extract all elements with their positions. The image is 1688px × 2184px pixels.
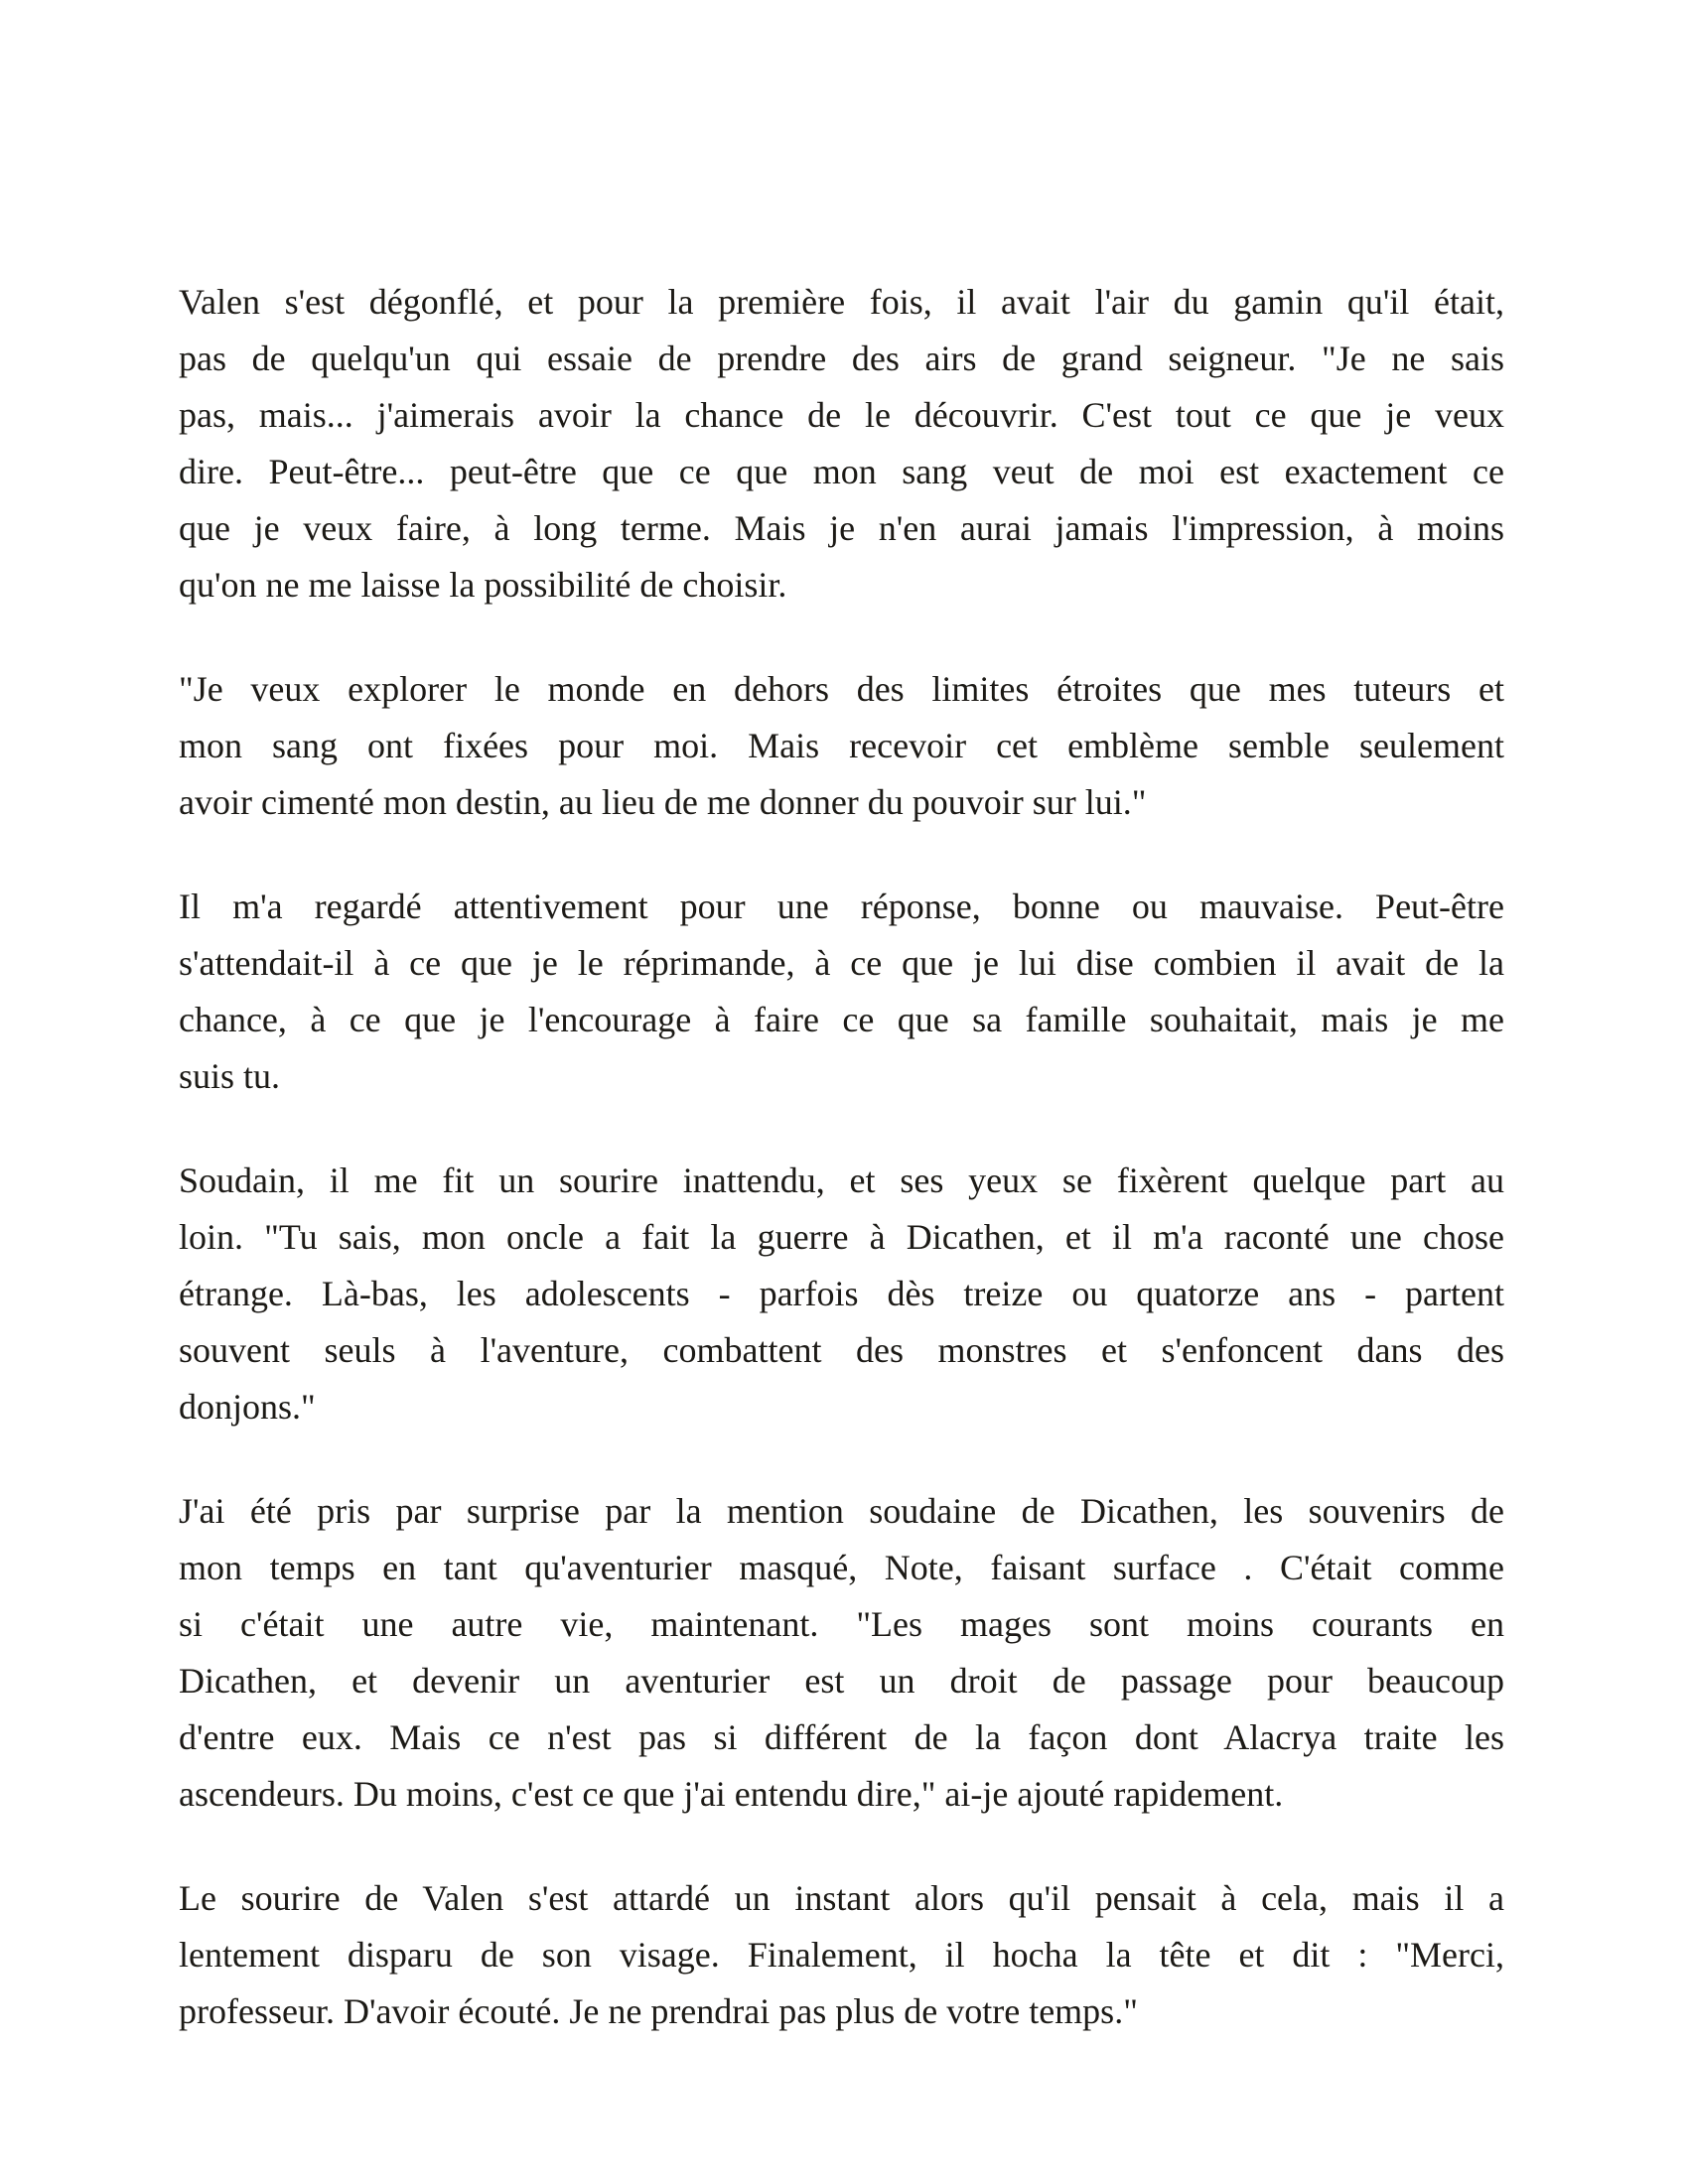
text-line: mon temps en tant qu'aventurier masqué, Note, faisant surface . C'était comme — [179, 1548, 1504, 1587]
text-line: suis tu. — [179, 1056, 281, 1096]
paragraph — [179, 661, 1504, 831]
text-line: donjons." — [179, 1387, 316, 1427]
text-line: lentement disparu de son visage. Finalement, il hocha la tête et dit : "Merci, — [179, 1935, 1504, 1975]
text-line: professeur. D'avoir écouté. Je ne prendrai pas plus de votre temps." — [179, 1991, 1138, 2031]
text-line: que je veux faire, à long terme. Mais je n'en aurai jamais l'impression, à moins — [179, 508, 1504, 548]
text-line: Soudain, il me fit un sourire inattendu, et ses yeux se fixèrent quelque part au — [179, 1160, 1504, 1200]
text-line: souvent seuls à l'aventure, combattent des monstres et s'enfoncent dans des — [179, 1330, 1504, 1370]
text-line: pas de quelqu'un qui essaie de prendre des airs de grand seigneur. "Je ne sais — [179, 339, 1504, 378]
text-line: d'entre eux. Mais ce n'est pas si différent de la façon dont Alacrya traite les — [179, 1717, 1504, 1757]
text-line: "Je veux explorer le monde en dehors des limites étroites que mes tuteurs et — [179, 669, 1504, 709]
paragraph — [179, 879, 1504, 1105]
text-line: Dicathen, et devenir un aventurier est un droit de passage pour beaucoup — [179, 1661, 1504, 1701]
text-line: chance, à ce que je l'encourage à faire ce que sa famille souhaitait, mais je me — [179, 1000, 1504, 1039]
text-line: Valen s'est dégonflé, et pour la première fois, il avait l'air du gamin qu'il était, — [179, 282, 1504, 322]
text-line: ascendeurs. Du moins, c'est ce que j'ai entendu dire," ai-je ajouté rapidement. — [179, 1774, 1284, 1814]
text-line: pas, mais... j'aimerais avoir la chance de le découvrir. C'est tout ce que je veux — [179, 395, 1504, 435]
text-line: J'ai été pris par surprise par la mention soudaine de Dicathen, les souvenirs de — [179, 1491, 1504, 1531]
text-line: étrange. Là-bas, les adolescents - parfois dès treize ou quatorze ans - partent — [179, 1274, 1504, 1313]
text-line: Il m'a regardé attentivement pour une réponse, bonne ou mauvaise. Peut-être — [179, 887, 1504, 926]
paragraph — [179, 1483, 1504, 1823]
text-line: qu'on ne me laisse la possibilité de choisir. — [179, 565, 787, 605]
text-line: dire. Peut-être... peut-être que ce que mon sang veut de moi est exactement ce — [179, 452, 1504, 491]
text-line: avoir cimenté mon destin, au lieu de me donner du pouvoir sur lui." — [179, 782, 1147, 822]
paragraph — [179, 1153, 1504, 1435]
paragraph — [179, 1870, 1504, 2040]
text-line: loin. "Tu sais, mon oncle a fait la guerre à Dicathen, et il m'a raconté une chose — [179, 1217, 1504, 1257]
text-line: Le sourire de Valen s'est attardé un instant alors qu'il pensait à cela, mais il a — [179, 1878, 1504, 1918]
paragraph — [179, 274, 1504, 614]
text-line: si c'était une autre vie, maintenant. "Les mages sont moins courants en — [179, 1604, 1504, 1644]
text-line: s'attendait-il à ce que je le réprimande, à ce que je lui dise combien il avait de la — [179, 943, 1504, 983]
text-line: mon sang ont fixées pour moi. Mais recevoir cet emblème semble seulement — [179, 726, 1504, 765]
